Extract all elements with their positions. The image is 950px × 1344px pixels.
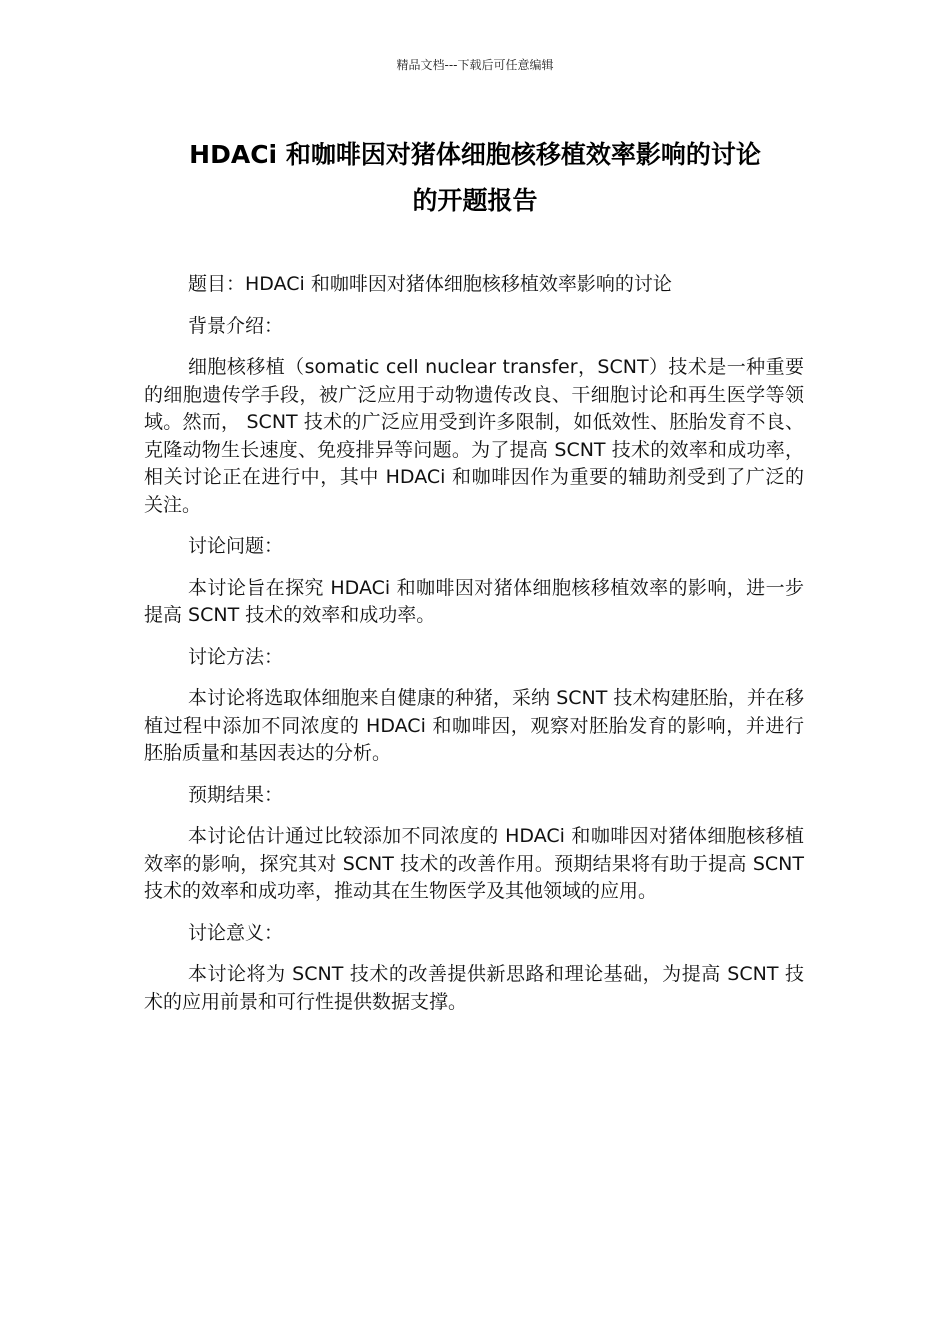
significance-label: 讨论意义： [188,921,284,944]
method-label: 讨论方法： [188,645,284,668]
background-label: 背景介绍： [188,314,284,337]
significance-paragraph: 本讨论将为 SCNT 技术的改善提供新思路和理论基础，为提高 SCNT 技术的应用前景和可行性提供数据支撑。 [144,963,804,1013]
background-paragraph: 细胞核移植（somatic cell nuclear transfer，SCNT）技术是一种重要的细胞遗传学手段，被广泛应用于动物遗传改良、干细胞讨论和再生医学等领域。然而， SCNT 技术的广泛应用受到许多限制，如低效性、胚胎发育不良、克隆动物生长速度、免疫排异等问题。为了提高 SCNT 技术的效率和成功率，相关讨论正在进行中，其中 HDACi 和咖啡因作为重要的辅助剂受到了广泛的关注。 [144,356,804,516]
expected-results-paragraph: 本讨论估计通过比较添加不同浓度的 HDACi 和咖啡因对猪体细胞核移植效率的影响，探究其对 SCNT 技术的改善作用。预期结果将有助于提高 SCNT 技术的效率和成功率，推动其在生物医学及其他领域的应用。 [144,825,804,902]
topic-line: 题目：HDACi 和咖啡因对猪体细胞核移植效率影响的讨论 [188,273,672,295]
expected-results-label: 预期结果： [188,783,284,806]
question-paragraph: 本讨论旨在探究 HDACi 和咖啡因对猪体细胞核移植效率的影响，进一步提高 SCNT 技术的效率和成功率。 [144,576,804,626]
document-body [144,271,804,1030]
method-paragraph: 本讨论将选取体细胞来自健康的种猪，采纳 SCNT 技术构建胚胎，并在移植过程中添加不同浓度的 HDACi 和咖啡因，观察对胚胎发育的影响，并进行胚胎质量和基因表达的分析。 [144,687,804,764]
question-label: 讨论问题： [188,535,284,557]
document-title [140,132,810,224]
document-title-line-2: 的开题报告 [412,186,538,215]
document-title-line-1: HDACi 和咖啡因对猪体细胞核移植效率影响的讨论 [189,140,761,169]
page-header: 精品文档---下载后可任意编辑 [396,58,554,72]
